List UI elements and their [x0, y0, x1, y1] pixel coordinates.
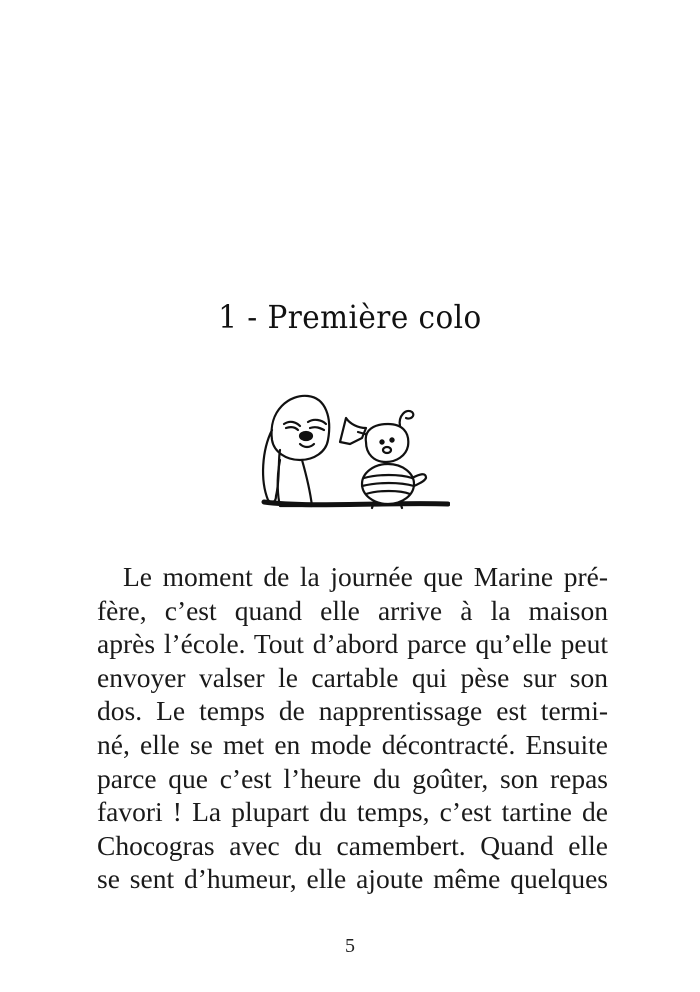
cartoon-illustration [250, 390, 450, 512]
text-line: Chocogras avec du camembert. Quand elle [97, 829, 608, 861]
text-line: se sent d’humeur, elle ajoute même quelques [97, 863, 608, 895]
text-line: dos. Le temps de napprentissage est termi- [97, 695, 608, 727]
text-line: favori ! La plupart du temps, c’est tartine de [97, 796, 608, 828]
text-line: après l’école. Tout d’abord parce qu’elle peut [97, 628, 608, 660]
text-line: né, elle se met en mode décontracté. Ensuite [97, 728, 608, 760]
text-line: envoyer valser le cartable qui pèse sur son [97, 661, 608, 693]
page-number: 5 [345, 935, 355, 957]
chapter-paragraph [97, 560, 608, 896]
text-line: parce que c’est l’heure du goûter, son repas [97, 762, 608, 794]
text-line: fère, c’est quand elle arrive à la maison [97, 594, 608, 626]
text-line: Le moment de la journée que Marine pré- [123, 561, 608, 592]
chapter-heading: 1 - Première colo [218, 298, 482, 336]
